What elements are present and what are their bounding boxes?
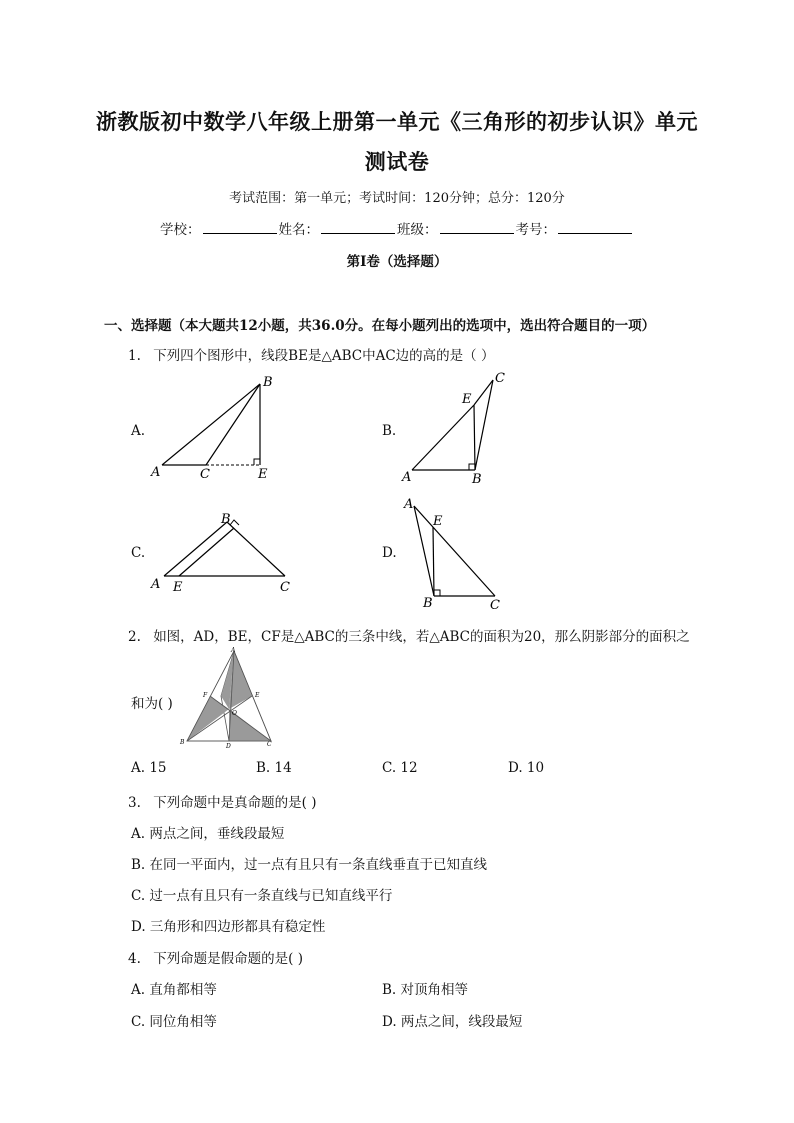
question-3-number: 3. xyxy=(128,795,141,811)
question-2-number: 2. xyxy=(128,629,141,645)
q4-option-c[interactable]: C. 同位角相等 xyxy=(131,1014,217,1030)
fig-a-label-b: B xyxy=(263,375,273,390)
fig2-label-d: D xyxy=(226,743,231,748)
fig2-label-f: F xyxy=(203,692,208,699)
fig-d-label-b: B xyxy=(423,596,433,611)
question-4 xyxy=(128,947,303,967)
q3-option-d[interactable]: D. 三角形和四边形都具有稳定性 xyxy=(131,919,326,935)
school-blank[interactable] xyxy=(203,221,277,234)
question-1 xyxy=(128,344,494,364)
fig-d-label-e: E xyxy=(433,514,443,529)
q1-option-d-label[interactable]: D. xyxy=(382,545,397,561)
question-4-number: 4. xyxy=(128,951,141,967)
fig2-label-o: O xyxy=(232,710,237,717)
student-info-row xyxy=(160,218,634,238)
fig2-label-b: B xyxy=(180,739,185,746)
q1-figure-b xyxy=(398,368,513,486)
fig-a-label-c: C xyxy=(200,467,210,482)
fig-a-label-e: E xyxy=(258,467,268,482)
fig-c-label-a: A xyxy=(151,577,161,592)
class-blank[interactable] xyxy=(440,221,514,234)
fig2-label-c: C xyxy=(267,741,272,748)
fig-a-label-a: A xyxy=(151,465,161,480)
q1-figure-c xyxy=(145,510,295,596)
title-line-1: 浙教版初中数学八年级上册第一单元《三角形的初步认识》单元 xyxy=(96,109,698,134)
q2-option-a[interactable]: A. 15 xyxy=(131,760,167,776)
question-1-stem: 下列四个图形中，线段BE是△ABC中AC边的高的是（ ） xyxy=(153,348,495,364)
question-1-number: 1. xyxy=(128,348,141,364)
volume-title: 第Ⅰ卷（选择题） xyxy=(346,254,448,270)
exam-info: 考试范围：第一单元；考试时间：120分钟；总分：120分 xyxy=(229,191,565,206)
q2-option-c[interactable]: C. 12 xyxy=(382,760,418,776)
number-blank[interactable] xyxy=(558,221,632,234)
q4-option-d[interactable]: D. 两点之间，线段最短 xyxy=(382,1014,523,1030)
q1-option-b-label[interactable]: B. xyxy=(382,423,397,439)
title-line-2: 测试卷 xyxy=(364,149,430,174)
question-2 xyxy=(128,625,690,645)
fig-c-label-c: C xyxy=(280,580,290,595)
fig-c-label-e: E xyxy=(173,580,183,595)
question-2-stem-line2: 和为( ) xyxy=(131,696,173,712)
q1-figure-a xyxy=(145,372,275,484)
fig-d-label-a: A xyxy=(404,497,414,512)
q1-figure-d xyxy=(398,494,513,614)
q4-option-a[interactable]: A. 直角都相等 xyxy=(131,982,217,998)
name-label: 姓名： xyxy=(278,222,319,238)
fig-b-label-b: B xyxy=(472,472,482,486)
fig-c-label-b: B xyxy=(221,512,231,527)
question-4-stem: 下列命题是假命题的是( ) xyxy=(153,951,304,967)
fig-b-label-a: A xyxy=(402,470,412,485)
q1-option-a-label[interactable]: A. xyxy=(131,423,146,439)
fig2-label-e: E xyxy=(255,692,260,699)
fig2-label-a: A xyxy=(231,647,236,654)
fig-b-label-e: E xyxy=(462,392,472,407)
q2-option-d[interactable]: D. 10 xyxy=(508,760,545,776)
q4-option-b[interactable]: B. 对顶角相等 xyxy=(382,982,469,998)
q2-figure xyxy=(176,646,276,748)
question-3 xyxy=(128,791,317,811)
name-blank[interactable] xyxy=(321,221,395,234)
q3-option-a[interactable]: A. 两点之间，垂线段最短 xyxy=(131,826,285,842)
number-label: 考号： xyxy=(515,222,556,238)
q1-option-c-label[interactable]: C. xyxy=(131,545,146,561)
q3-option-c[interactable]: C. 过一点有且只有一条直线与已知直线平行 xyxy=(131,888,393,904)
section-heading: 一、选择题（本大题共12小题，共36.0分。在每小题列出的选项中，选出符合题目的一项） xyxy=(104,318,656,334)
school-label: 学校： xyxy=(160,222,201,238)
fig-d-label-c: C xyxy=(490,598,500,613)
question-3-stem: 下列命题中是真命题的是( ) xyxy=(153,795,317,811)
q3-option-b[interactable]: B. 在同一平面内，过一点有且只有一条直线垂直于已知直线 xyxy=(131,857,488,873)
q2-option-b[interactable]: B. 14 xyxy=(256,760,292,776)
class-label: 班级： xyxy=(397,222,438,238)
question-2-stem-line1: 如图，AD，BE，CF是△ABC的三条中线，若△ABC的面积为20，那么阴影部分的面积之 xyxy=(153,629,690,645)
fig-b-label-c: C xyxy=(495,371,505,386)
